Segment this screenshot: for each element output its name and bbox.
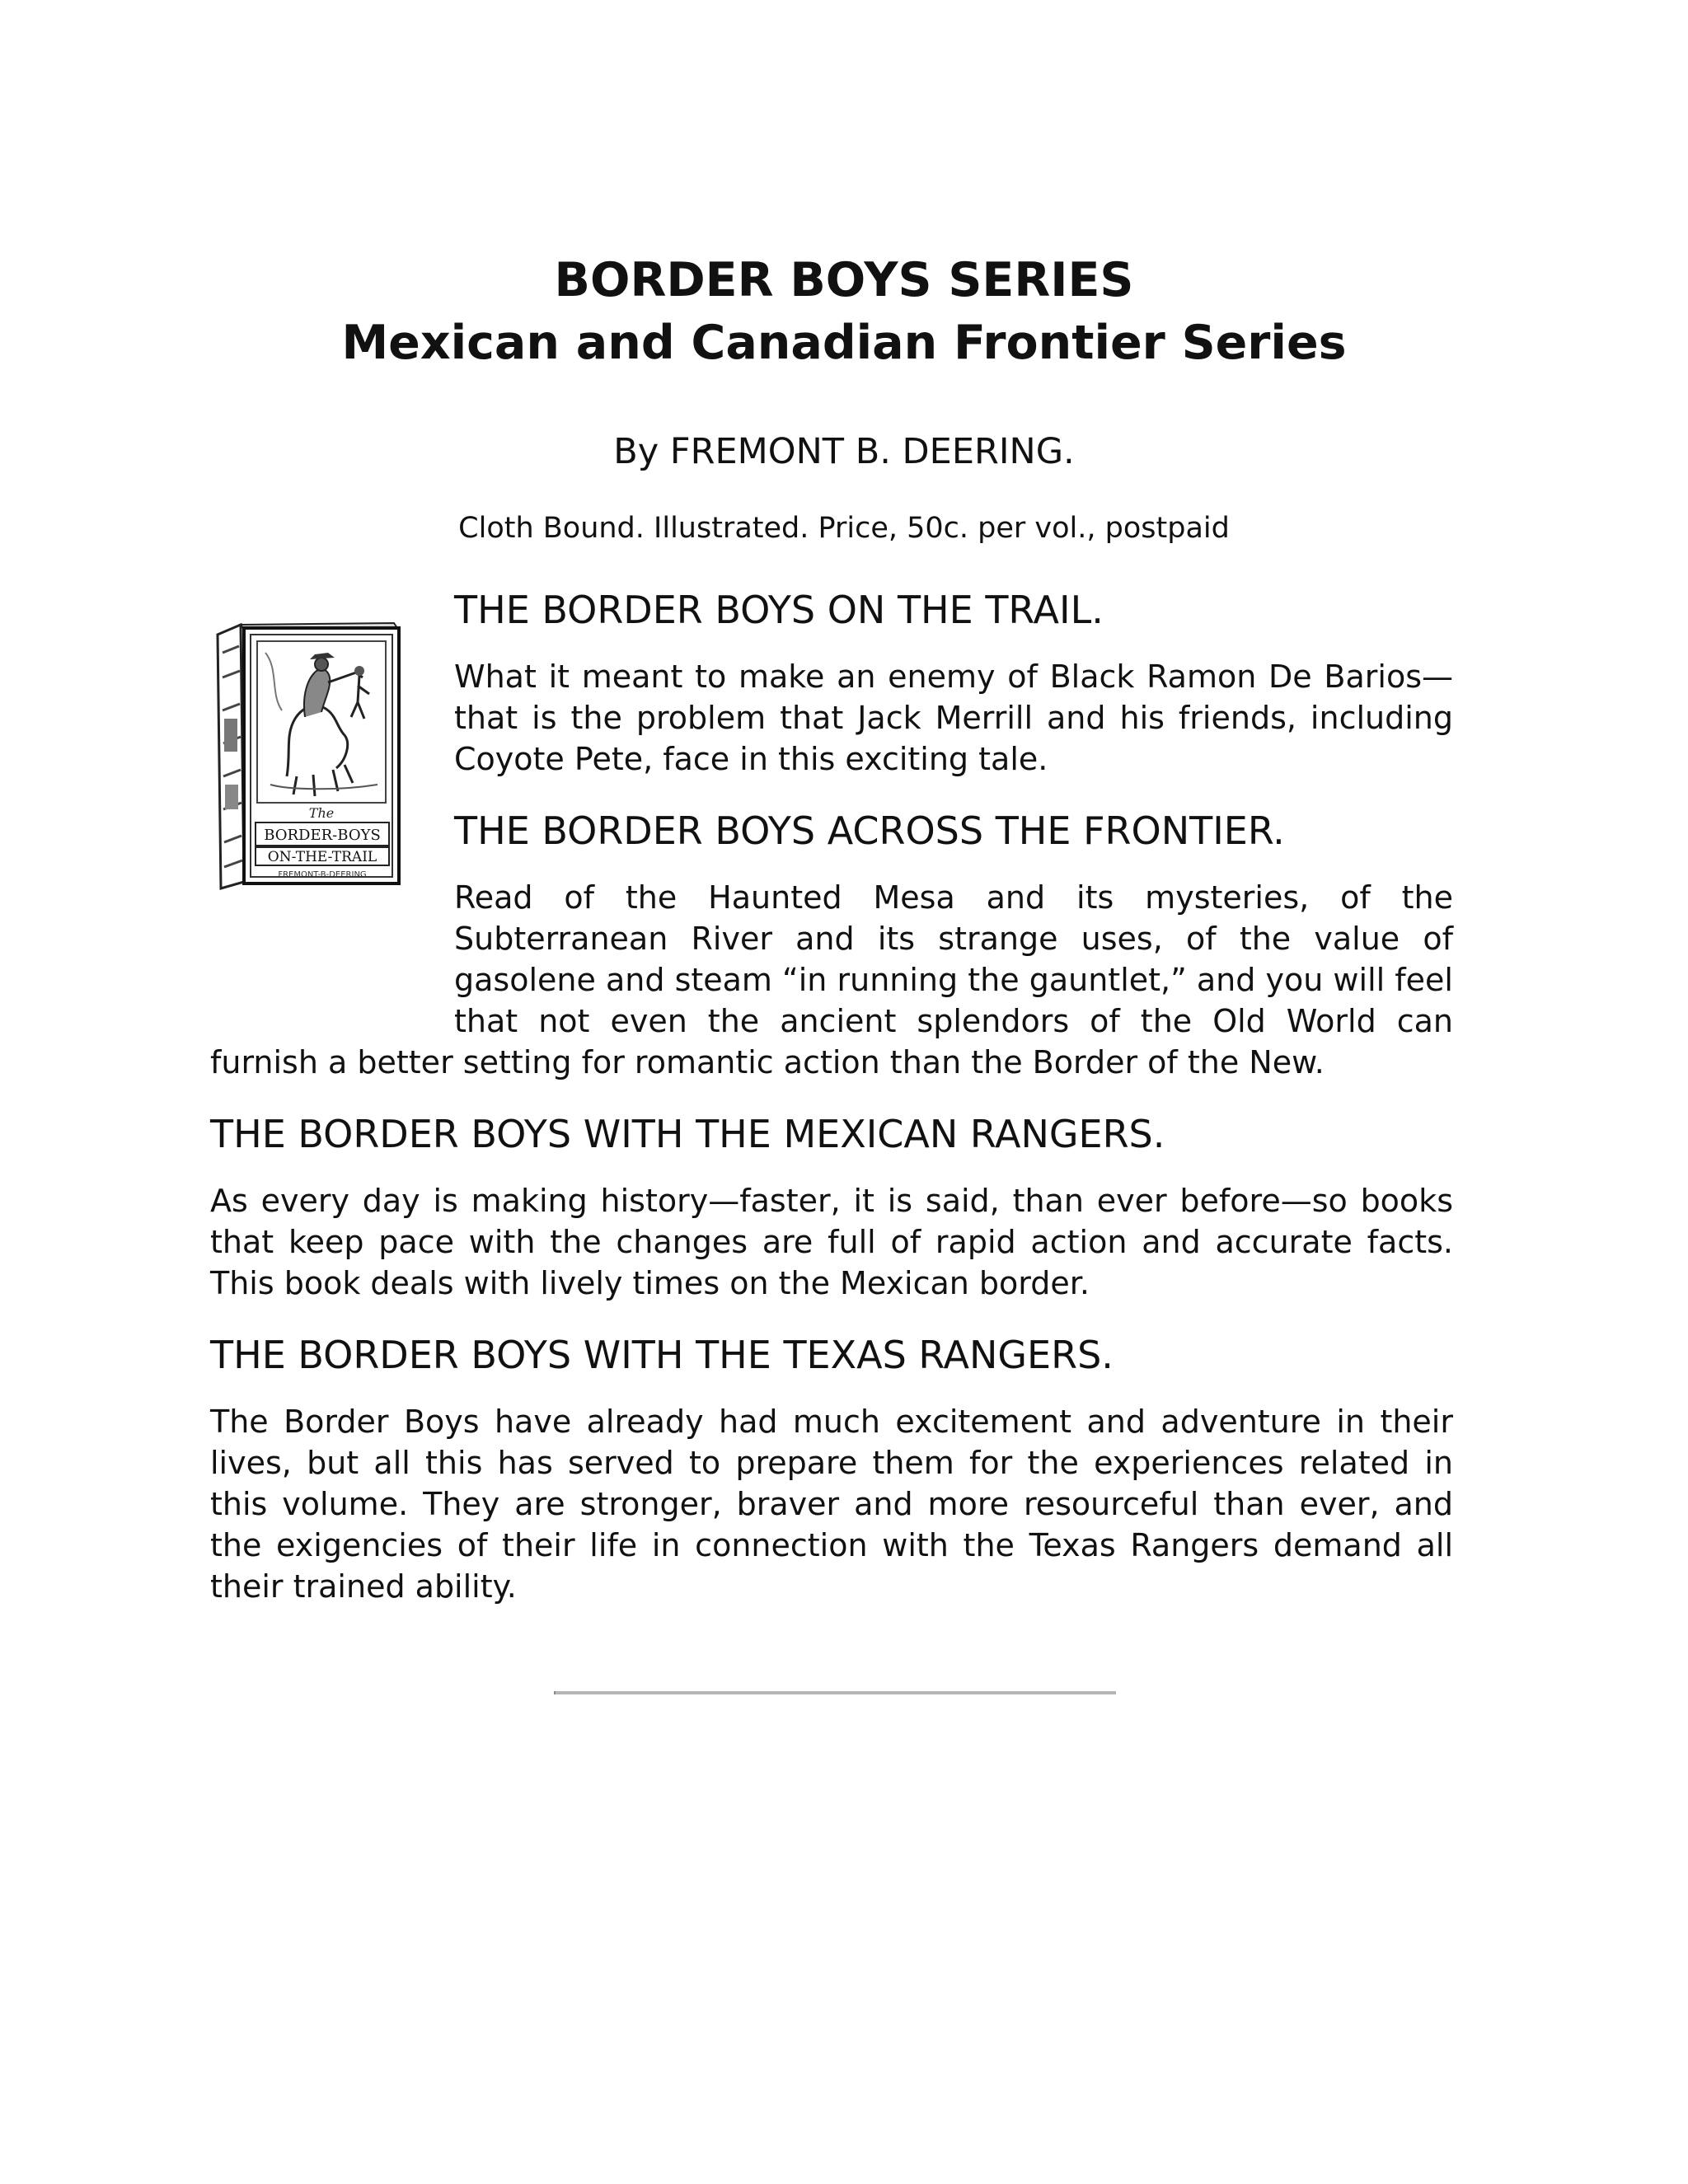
book-title: THE BORDER BOYS WITH THE MEXICAN RANGERS.: [210, 1112, 1165, 1156]
book-list: [210, 583, 1453, 1632]
book-description: As every day is making history—faster, it is said, than ever before—so books that keep pace with the changes are full of rapid action and accurate facts. This book deals with lively times on the Mexican border.: [210, 1183, 1453, 1301]
book-description: The Border Boys have already had much excitement and adventure in their lives, but all this has served to prepare them for the experiences related in this volume. They are stronger, braver and more resourceful than ever, and the exigencies of their life in connection with the Texas Rangers demand all their trained ability.: [210, 1404, 1453, 1605]
author-line: By FREMONT B. DEERING.: [613, 431, 1075, 472]
cover-text-on-the-trail: ON-THE-TRAIL: [267, 849, 377, 865]
cover-float-spacer: [210, 583, 454, 1020]
series-title: BORDER BOYS SERIES: [554, 253, 1134, 307]
book-title: THE BORDER BOYS ACROSS THE FRONTIER.: [454, 808, 1285, 853]
cover-text-the: The: [308, 805, 335, 821]
cover-text-border-boys: BORDER-BOYS: [264, 827, 381, 844]
book-title: THE BORDER BOYS WITH THE TEXAS RANGERS.: [210, 1333, 1114, 1377]
book-description: What it meant to make an enemy of Black Ramon De Barios—that is the problem that Jack Merrill and his friends, including Coyote Pete, face in this exciting tale.: [454, 658, 1453, 777]
book-title: THE BORDER BOYS ON THE TRAIL.: [454, 588, 1104, 632]
title-block: [0, 249, 1688, 374]
series-subtitle: Mexican and Canadian Frontier Series: [341, 316, 1347, 370]
section-divider: [554, 1691, 1116, 1694]
price-line: Cloth Bound. Illustrated. Price, 50c. per vol., postpaid: [458, 512, 1230, 545]
book-description: Read of the Haunted Mesa and its mysteries, of the Subterranean River and its strange uses, of the value of gasolene and steam “in running the gauntlet,” and you will feel that not even the ancient splendors of the Old World can furnish a better setting for romantic action than the Border of the New.: [210, 879, 1453, 1080]
cover-text-author: FREMONT-B-DEERING: [278, 870, 367, 879]
